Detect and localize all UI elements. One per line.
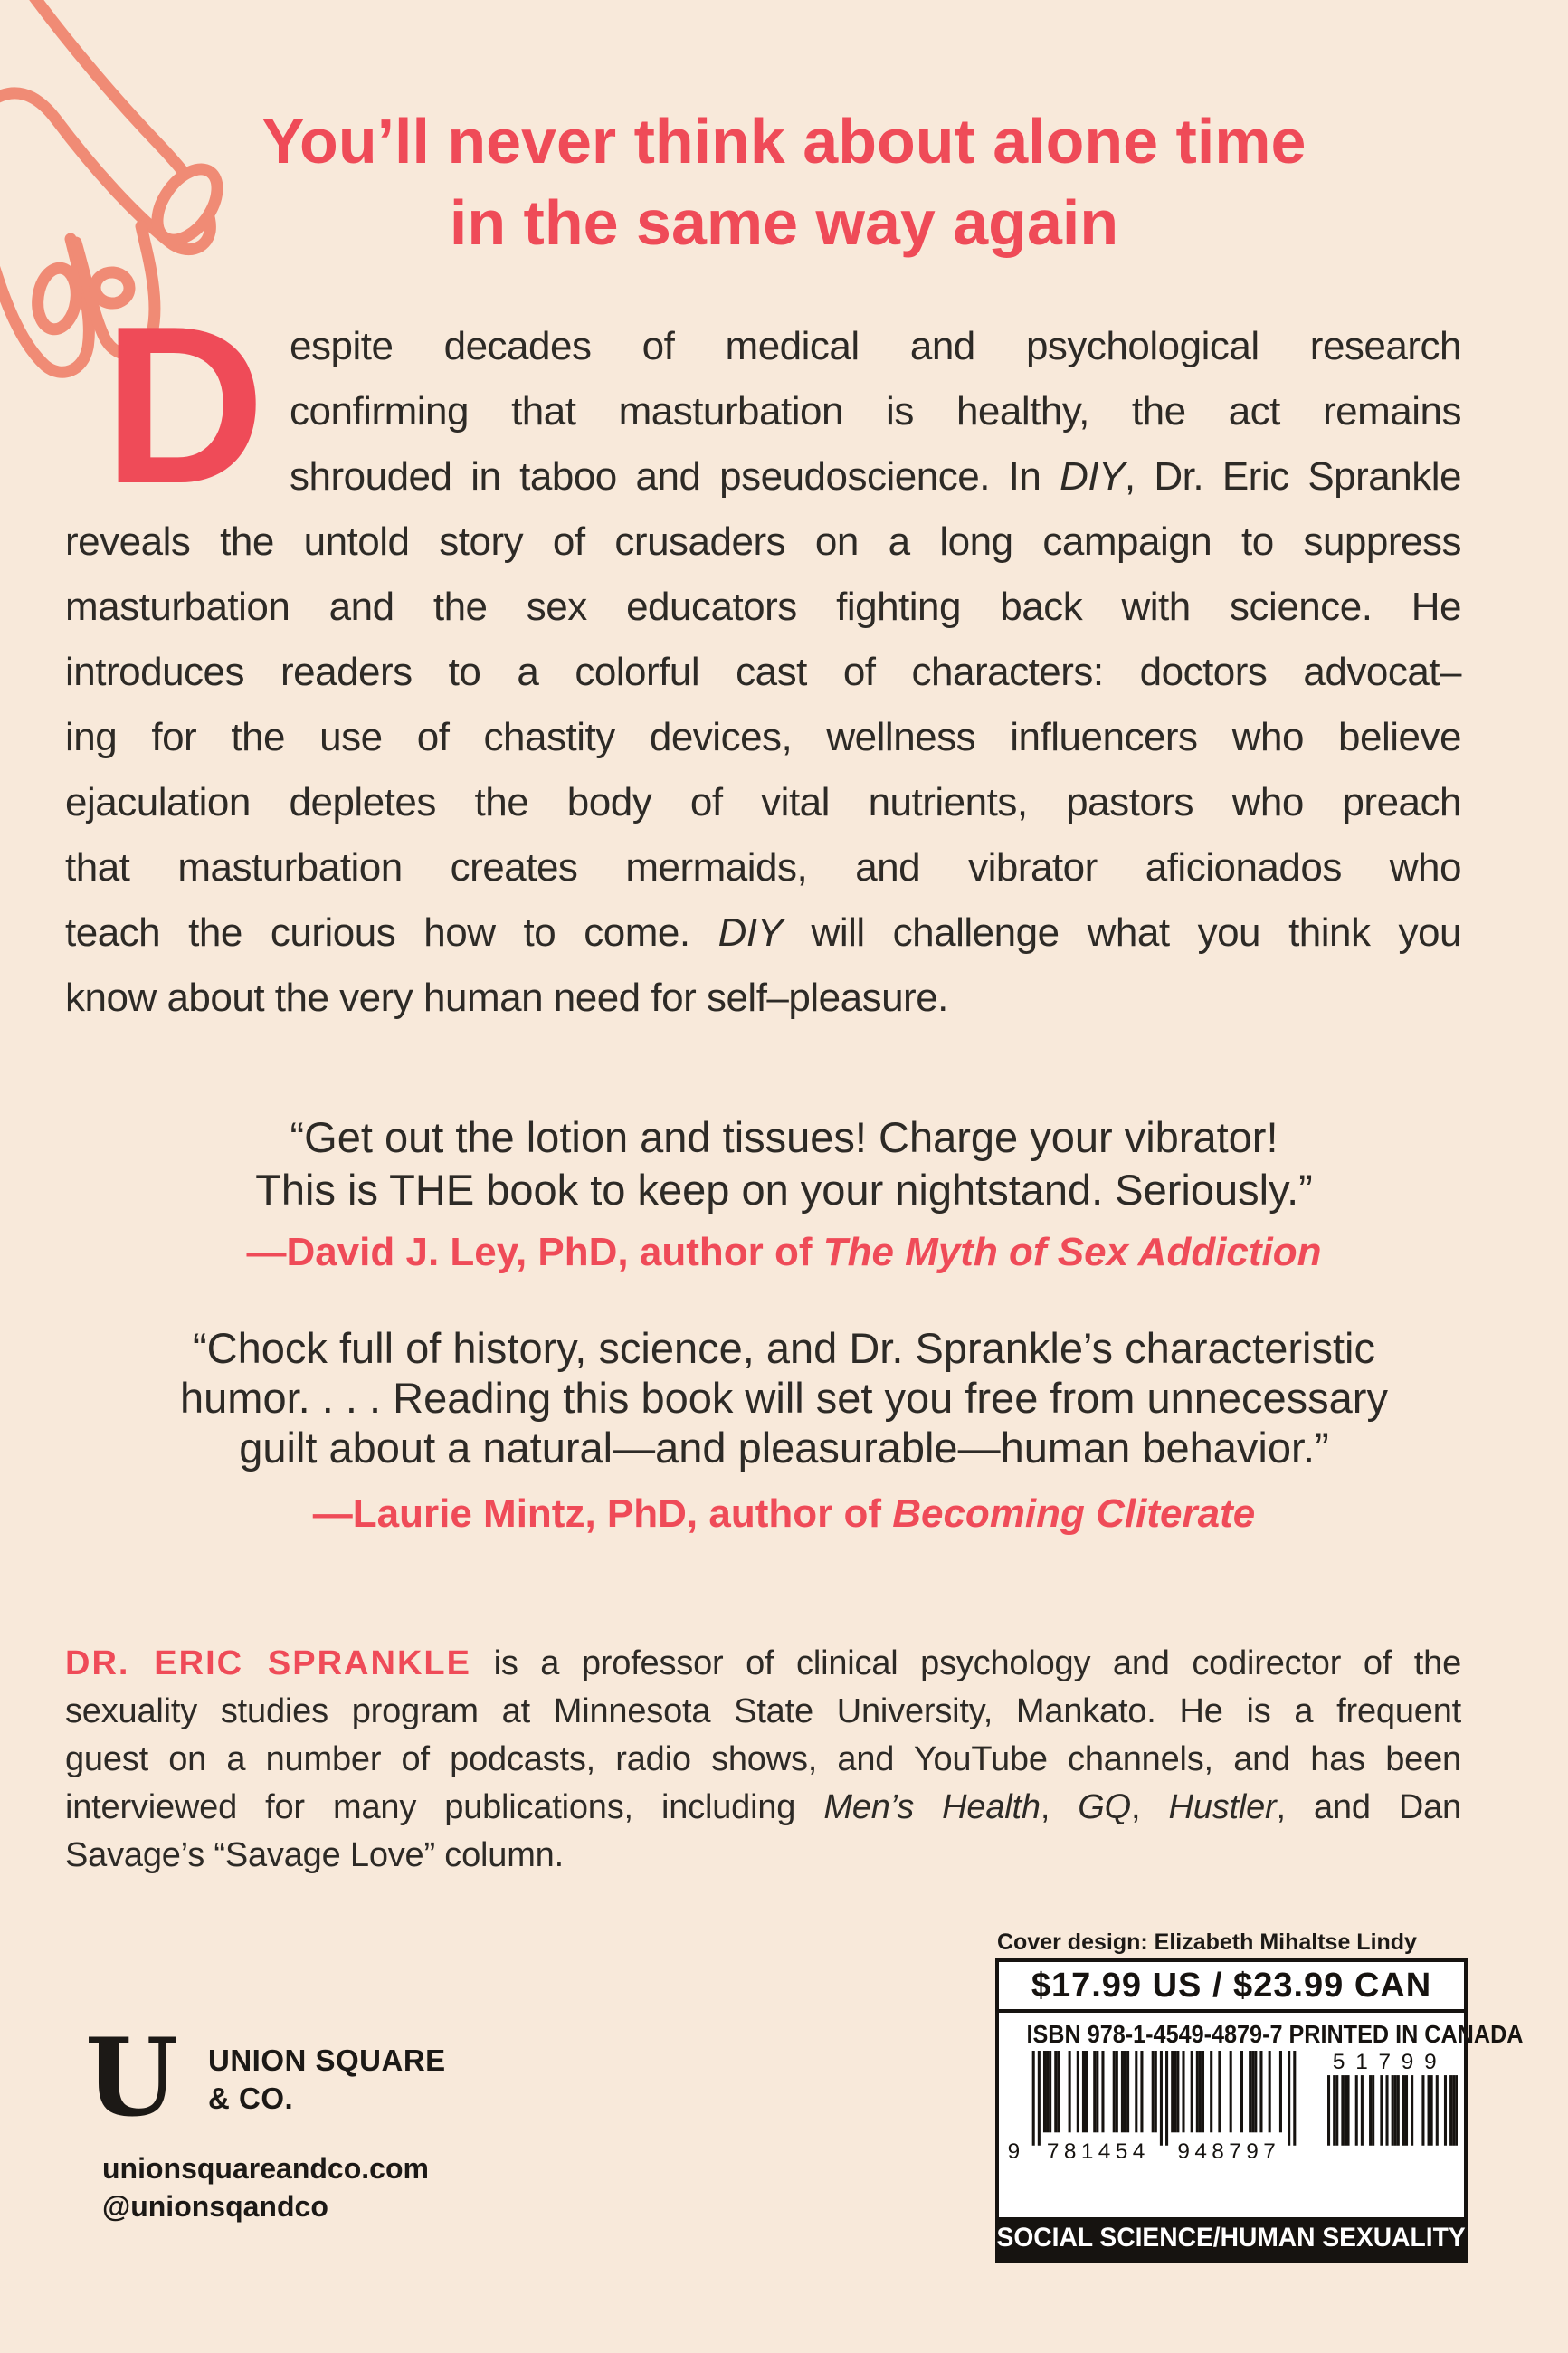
text-line: You’ll never think about alone time <box>261 106 1307 176</box>
text-segment: DR. ERIC SPRANKLE <box>65 1644 471 1682</box>
text-line: reveals the untold story of crusaders on a long campaign to suppress <box>65 519 1461 564</box>
barcode-bars-row <box>999 2051 1464 2160</box>
text-segment: is a professor of clinical psychology and codirector of the <box>470 1644 1461 1682</box>
svg-text:781454: 781454 <box>1046 2139 1150 2160</box>
text-line <box>60 1491 1508 1537</box>
text-line: masturbation and the sex educators fighting back with science. He <box>65 585 1461 629</box>
text-segment: —David J. Ley, PhD, author of <box>246 1230 823 1274</box>
text-line: guest on a number of podcasts, radio shows, and YouTube channels, and has been <box>65 1740 1461 1778</box>
text-segment: , Dr. Eric Sprankle <box>1124 454 1461 499</box>
text-line <box>65 1784 1461 1832</box>
review-quote-2 <box>60 1323 1508 1472</box>
text-segment: shrouded in taboo and pseudoscience. In <box>290 454 1060 499</box>
text-line <box>65 444 1461 510</box>
text-line: “Get out the lotion and tissues! Charge your vibrator! <box>290 1113 1278 1161</box>
text-line: This is THE book to keep on your nightstand. Seriously.” <box>255 1166 1313 1214</box>
review-attribution-1 <box>60 1230 1508 1275</box>
review-quote-1 <box>60 1111 1508 1216</box>
text-line: humor. . . . Reading this book will set you free from unnecessary <box>180 1374 1388 1422</box>
publisher-name-line1: UNION SQUARE <box>208 2043 446 2077</box>
text-line: know about the very human need for self–pleasure. <box>65 976 948 1020</box>
text-segment: DIY <box>717 910 784 955</box>
text-segment: interviewed for many publications, including <box>65 1788 824 1826</box>
text-segment: , <box>1040 1788 1079 1826</box>
dropcap-letter: D <box>103 279 266 530</box>
isbn-line <box>999 2020 1524 2049</box>
text-segment: teach the curious how to come. <box>65 910 718 955</box>
svg-text:948797: 948797 <box>1177 2139 1281 2160</box>
ean-barcode <box>1005 2051 1458 2160</box>
text-line: guilt about a natural—and pleasurable—human behavior.” <box>239 1424 1329 1472</box>
publisher-name-line2: & CO. <box>208 2082 294 2115</box>
text-line: “Chock full of history, science, and Dr. Sprankle’s characteristic <box>193 1324 1375 1372</box>
text-line: in the same way again <box>449 187 1119 258</box>
text-line: that masturbation creates mermaids, and vibrator aficionados who <box>65 845 1461 890</box>
text-line <box>65 1640 1461 1688</box>
publisher-name <box>208 2042 446 2118</box>
text-line <box>60 1230 1508 1275</box>
price-label: $17.99 US / $23.99 CAN <box>999 1962 1464 2013</box>
text-segment: The Myth of Sex Addiction <box>822 1230 1322 1274</box>
text-segment: —Laurie Mintz, PhD, author of <box>312 1491 893 1536</box>
text-segment: Hustler <box>1168 1788 1277 1826</box>
svg-text:9: 9 <box>1007 2139 1021 2160</box>
text-line: confirming that masturbation is healthy, the act remains <box>290 389 1461 433</box>
cover-design-credit: Cover design: Elizabeth Mihaltse Lindy <box>997 1929 1417 1955</box>
tagline <box>0 100 1568 263</box>
barcode-box <box>995 1958 1524 2262</box>
text-line: espite decades of medical and psychological research <box>290 324 1461 368</box>
text-line: sexuality studies program at Minnesota State University, Mankato. He is a frequent <box>65 1692 1461 1730</box>
text-segment: GQ <box>1078 1788 1132 1826</box>
publisher-social: @unionsqandco <box>102 2190 328 2223</box>
publisher-logo: U <box>85 2015 178 2140</box>
text-line: ing for the use of chastity devices, wellness influencers who believe <box>65 715 1461 759</box>
category-label: SOCIAL SCIENCE/HUMAN SEXUALITY <box>996 2223 1467 2253</box>
svg-text:51799: 51799 <box>1332 2051 1448 2074</box>
publisher-website: unionsquareandco.com <box>102 2152 429 2185</box>
text-line <box>65 900 1461 966</box>
text-segment: , <box>1131 1788 1169 1826</box>
category-bar <box>996 2217 1467 2259</box>
text-segment: will challenge what you think you <box>783 910 1461 955</box>
text-segment: DIY <box>1060 454 1125 499</box>
text-segment: Men’s Health <box>823 1788 1041 1826</box>
text-segment: , and Dan <box>1276 1788 1461 1826</box>
synopsis-text <box>65 314 1461 1031</box>
text-segment: Becoming Cliterate <box>892 1491 1256 1536</box>
text-line: ejaculation depletes the body of vital nutrients, pastors who preach <box>65 780 1461 824</box>
author-bio <box>65 1640 1461 1880</box>
isbn-text: ISBN 978-1-4549-4879-7 PRINTED IN CANADA <box>1026 2020 1524 2048</box>
text-line: introduces readers to a colorful cast of characters: doctors advocat– <box>65 650 1461 694</box>
text-line: Savage’s “Savage Love” column. <box>65 1836 564 1874</box>
review-attribution-2 <box>60 1491 1508 1537</box>
